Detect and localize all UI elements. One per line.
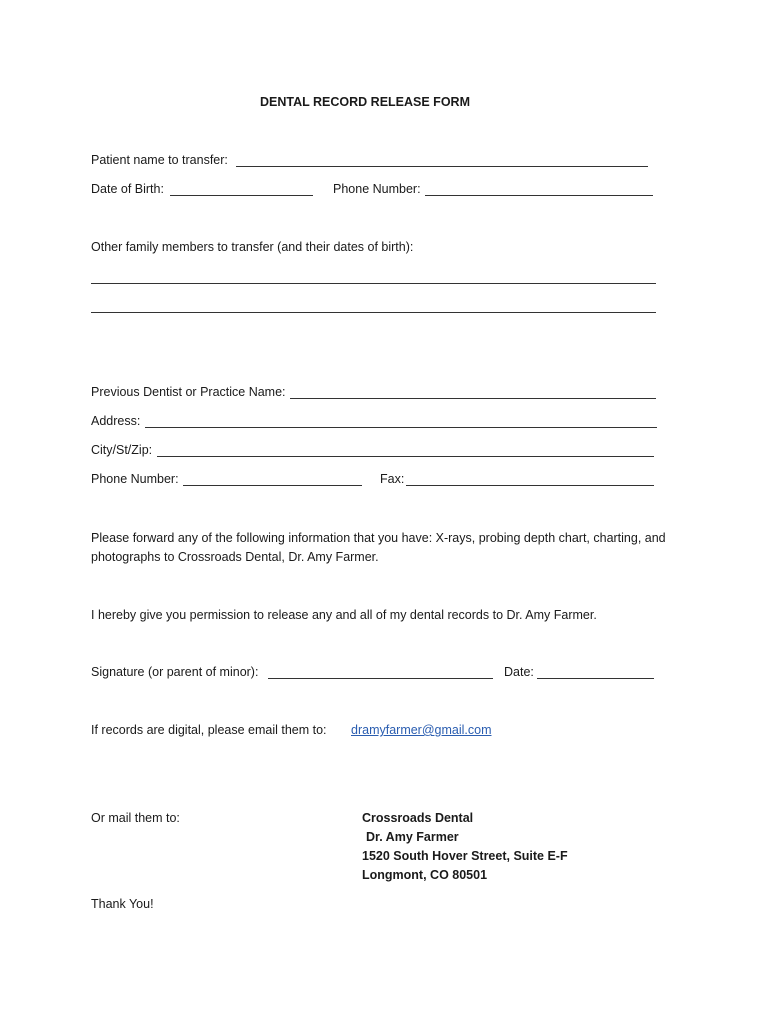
patient-name-label: Patient name to transfer:: [91, 153, 228, 167]
thank-you: Thank You!: [91, 897, 154, 911]
mail-address-line-2: Dr. Amy Farmer: [366, 830, 459, 844]
family-line-2[interactable]: [91, 312, 656, 313]
family-line-1[interactable]: [91, 283, 656, 284]
mail-address-line-3: 1520 South Hover Street, Suite E-F: [362, 849, 568, 863]
date-field[interactable]: [537, 678, 654, 679]
mail-address-line-1: Crossroads Dental: [362, 811, 474, 825]
fax-field[interactable]: [406, 485, 654, 486]
forward-paragraph: Please forward any of the following information that you have: X-rays, probing depth chart, charting, and photographs to Crossroads Dental, Dr. Amy Farmer.: [91, 531, 666, 564]
patient-name-field[interactable]: [236, 166, 648, 167]
form-title: DENTAL RECORD RELEASE FORM: [260, 95, 470, 109]
date-label: Date:: [504, 665, 534, 679]
signature-label: Signature (or parent of minor):: [91, 665, 259, 679]
family-label: Other family members to transfer (and their dates of birth):: [91, 240, 414, 254]
fax-label: Fax:: [380, 472, 405, 486]
city-label: City/St/Zip:: [91, 443, 153, 457]
mail-label: Or mail them to:: [91, 811, 180, 825]
phone-field[interactable]: [425, 195, 653, 196]
phone-label: Phone Number:: [333, 182, 421, 196]
dob-field[interactable]: [170, 195, 313, 196]
address-label: Address:: [91, 414, 141, 428]
dob-label: Date of Birth:: [91, 182, 164, 196]
permission-paragraph: I hereby give you permission to release any and all of my dental records to Dr. Amy Farmer.: [91, 608, 597, 622]
prev-dentist-label: Previous Dentist or Practice Name:: [91, 385, 286, 399]
prev-phone-label: Phone Number:: [91, 472, 179, 486]
prev-dentist-field[interactable]: [290, 398, 656, 399]
mail-address-line-4: Longmont, CO 80501: [362, 868, 488, 882]
prev-phone-field[interactable]: [183, 485, 362, 486]
signature-field[interactable]: [268, 678, 493, 679]
address-field[interactable]: [145, 427, 657, 428]
email-link[interactable]: dramyfarmer@gmail.com: [351, 723, 492, 737]
city-field[interactable]: [157, 456, 654, 457]
digital-label: If records are digital, please email them to:: [91, 723, 327, 737]
